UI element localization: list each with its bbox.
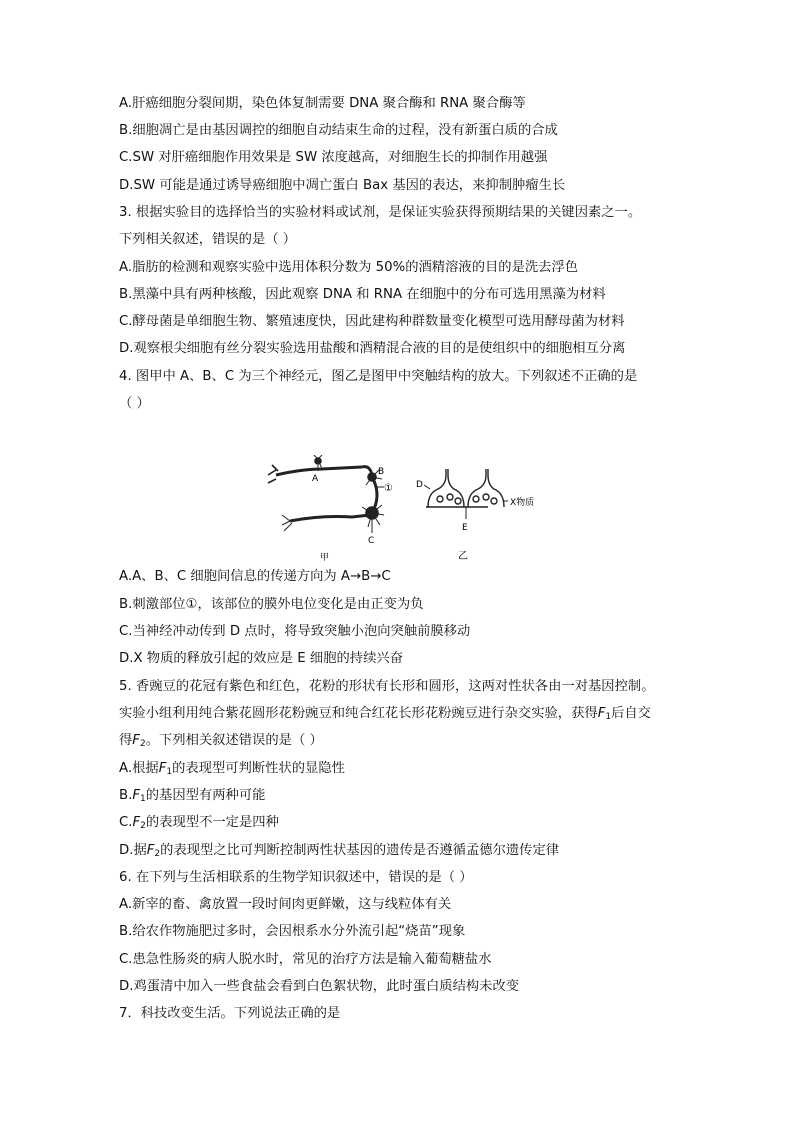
label-1: ① [384, 483, 393, 494]
q5-stem-line1: 5. 香豌豆的花冠有紫色和红色，花粉的形状有长形和圆形，这两对性状各由一对基因控制。 [119, 679, 655, 694]
q4-option-d: D.X 物质的释放引起的效应是 E 细胞的持续兴奋 [119, 651, 403, 666]
caption-jia: 甲 [320, 553, 330, 563]
q4-stem-line2: （ ） [119, 396, 150, 411]
q2-option-d: D.SW 可能是通过诱导癌细胞中凋亡蛋白 Bax 基因的表达，来抑制肿瘤生长 [119, 178, 566, 193]
q4-option-a: A.A、B、C 细胞间信息的传递方向为 A→B→C [119, 569, 391, 584]
q4-option-b: B.刺激部位①，该部位的膜外电位变化是由正变为负 [119, 597, 424, 612]
q5-option-c: $C.F_2$的表现型不一定是四种 [119, 815, 279, 831]
q4-option-c: C.当神经冲动传到 D 点时，将导致突触小泡向突触前膜移动 [119, 624, 471, 639]
q2-option-b: B.细胞凋亡是由基因调控的细胞自动结束生命的过程，没有新蛋白质的合成 [119, 123, 558, 138]
q3-stem-line1: 3. 根据实验目的选择恰当的实验材料或试剂，是保证实验获得预期结果的关键因素之一。 [119, 205, 642, 220]
figure-yi [424, 469, 508, 519]
q6-option-a: A.新宰的畜、禽放置一段时间肉更鲜嫩，这与线粒体有关 [119, 897, 452, 912]
q3-option-b: B.黑藻中具有两种核酸，因此观察 DNA 和 RNA 在细胞中的分布可选用黑藻为材料 [119, 287, 606, 302]
label-x: X物质 [510, 498, 535, 508]
label-d: D [416, 480, 423, 490]
q3-option-a: A.脂肪的检测和观察实验中选用体积分数为 50%的酒精溶液的目的是洗去浮色 [119, 260, 579, 275]
label-c: C [368, 536, 375, 546]
label-e: E [462, 523, 468, 533]
q4-stem-line1: 4. 图甲中 A、B、C 为三个神经元，图乙是图甲中突触结构的放大。下列叙述不正确的是 [119, 369, 638, 384]
q6-option-b: B.给农作物施肥过多时，会因根系水分外流引起“烧苗”现象 [119, 924, 466, 939]
q5-stem-line2: 实验小组利用纯合紫花圆形花粉豌豆和纯合红花长形花粉豌豆进行杂交实验，获得$F_1$后自交 [119, 706, 651, 722]
q2-option-a: A.肝癌细胞分裂间期，染色体复制需要 DNA 聚合酶和 RNA 聚合酶等 [119, 96, 526, 111]
q7-stem: 7．科技改变生活。下列说法正确的是 [119, 1006, 341, 1021]
neuron-figure [262, 455, 562, 567]
q5-option-b: $B.F_1$的基因型有两种可能 [119, 788, 266, 804]
q6-option-c: C.患急性肠炎的病人脱水时，常见的治疗方法是输入葡萄糖盐水 [119, 952, 492, 967]
q3-option-d: D.观察根尖细胞有丝分裂实验选用盐酸和酒精混合液的目的是使组织中的细胞相互分离 [119, 341, 626, 356]
caption-yi: 乙 [458, 551, 468, 562]
q6-stem: 6. 在下列与生活相联系的生物学知识叙述中，错误的是（ ） [119, 870, 473, 885]
figure-jia [268, 455, 384, 533]
q3-option-c: C.酵母菌是单细胞生物、繁殖速度快，因此建构种群数量变化模型可选用酵母菌为材料 [119, 314, 625, 329]
q6-option-d: D.鸡蛋清中加入一些食盐会看到白色絮状物，此时蛋白质结构未改变 [119, 979, 520, 994]
label-a: A [312, 474, 319, 484]
q5-stem-line3: 得$F_2$。下列相关叙述错误的是（ ） [119, 733, 323, 749]
neuron-diagram [262, 455, 562, 567]
q5-option-a: A.根据$F_1$的表现型可判断性状的显隐性 [119, 761, 345, 777]
label-b: B [378, 467, 385, 477]
q3-stem-line2: 下列相关叙述，错误的是（ ） [119, 232, 297, 247]
q2-option-c: C.SW 对肝癌细胞作用效果是 SW 浓度越高，对细胞生长的抑制作用越强 [119, 150, 548, 165]
q5-option-d: D.据$F_2$的表现型之比可判断控制两性状基因的遗传是否遵循孟德尔遗传定律 [119, 843, 560, 859]
